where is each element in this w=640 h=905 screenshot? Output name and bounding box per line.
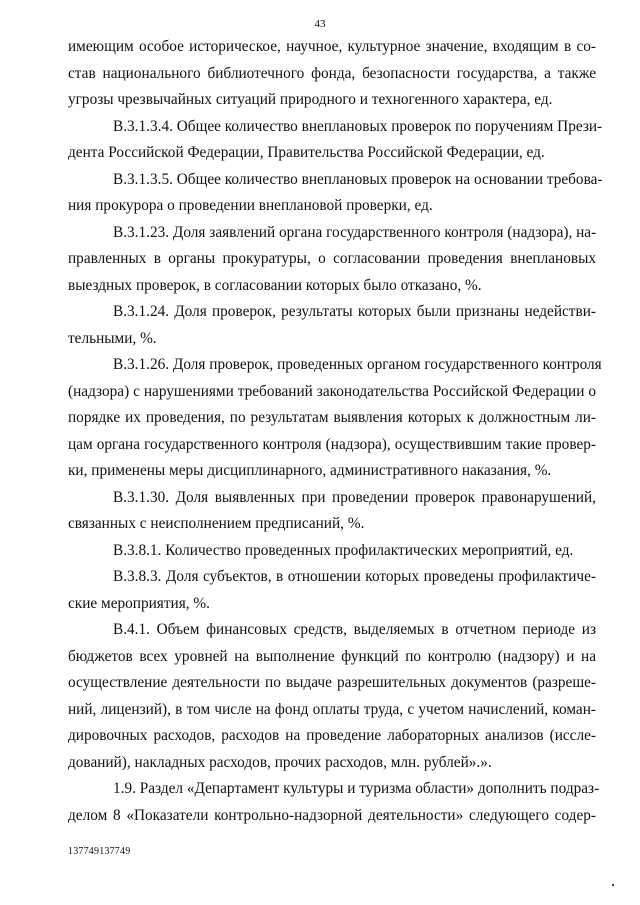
text-line: имеющим особое историческое, научное, культурное значение, входящим в со-	[68, 38, 596, 55]
text-line: ний, лицензий), в том числе на фонд оплаты труда, с учетом начислений, коман-	[68, 700, 596, 718]
document-code: 137749137749	[68, 846, 131, 857]
text-line: связанных с неисполнением предписаний, %.	[68, 515, 365, 532]
text-line: В.3.1.30. Доля выявленных при проведении проверок правонарушений,	[113, 488, 596, 506]
text-line: дований), накладных расходов, прочих расходов, млн. рублей».».	[68, 753, 492, 771]
page-number: 43	[314, 18, 326, 30]
text-line: В.3.1.24. Доля проверок, результаты которых были признаны недействи-	[113, 303, 596, 320]
document-body	[68, 34, 603, 829]
text-line: выездных проверок, в согласовании которых было отказано, %.	[68, 276, 482, 294]
scan-mark	[612, 884, 614, 886]
text-line: дировочных расходов, расходов на проведение лабораторных анализов (иссле-	[68, 727, 596, 744]
text-line: В.3.1.3.4. Общее количество внеплановых проверок по поручениям Прези-	[113, 117, 603, 135]
text-line: В.3.1.23. Доля заявлений органа государственного контроля (надзора), на-	[113, 223, 597, 241]
text-line: угрозы чрезвычайных ситуаций природного и техногенного характера, ед.	[68, 91, 553, 108]
text-line: осуществление деятельности по выдаче разрешительных документов (разреше-	[68, 674, 596, 691]
text-line: бюджетов всех уровней на выполнение функций по контролю (надзору) и на	[68, 647, 596, 665]
text-line: В.4.1. Объем финансовых средств, выделяемых в отчетном периоде из	[113, 621, 596, 638]
text-line: В.3.8.3. Доля субъектов, в отношении которых проведены профилактиче-	[113, 568, 596, 585]
text-line: В.3.8.1. Количество проведенных профилактических мероприятий, ед.	[113, 541, 574, 559]
text-line: правленных в органы прокуратуры, о согласовании проведения внеплановых	[68, 250, 596, 267]
text-line: В.3.1.3.5. Общее количество внеплановых проверок на основании требова-	[113, 170, 603, 188]
text-line: ки, применены меры дисциплинарного, административного наказания, %.	[68, 462, 552, 479]
text-line: порядке их проведения, по результатам выявления которых к должностным ли-	[68, 409, 596, 426]
text-line: став национального библиотечного фонда, безопасности государства, а также	[68, 64, 596, 82]
text-line: тельными, %.	[68, 329, 157, 347]
text-line: 1.9. Раздел «Департамент культуры и туризма области» дополнить подраз-	[113, 780, 600, 797]
text-line: дента Российской Федерации, Правительства Российской Федерации, ед.	[68, 144, 545, 161]
text-line: цам органа государственного контроля (надзора), осуществившим такие провер-	[68, 435, 596, 453]
text-line: делом 8 «Показатели контрольно-надзорной деятельности» следующего содер-	[68, 806, 596, 824]
text-line: В.3.1.26. Доля проверок, проведенных органом государственного контроля	[113, 356, 602, 373]
text-line: ские мероприятия, %.	[68, 594, 210, 612]
text-line: ния прокурора о проведении внеплановой проверки, ед.	[68, 197, 433, 214]
text-line: (надзора) с нарушениями требований законодательства Российской Федерации о	[68, 382, 596, 400]
